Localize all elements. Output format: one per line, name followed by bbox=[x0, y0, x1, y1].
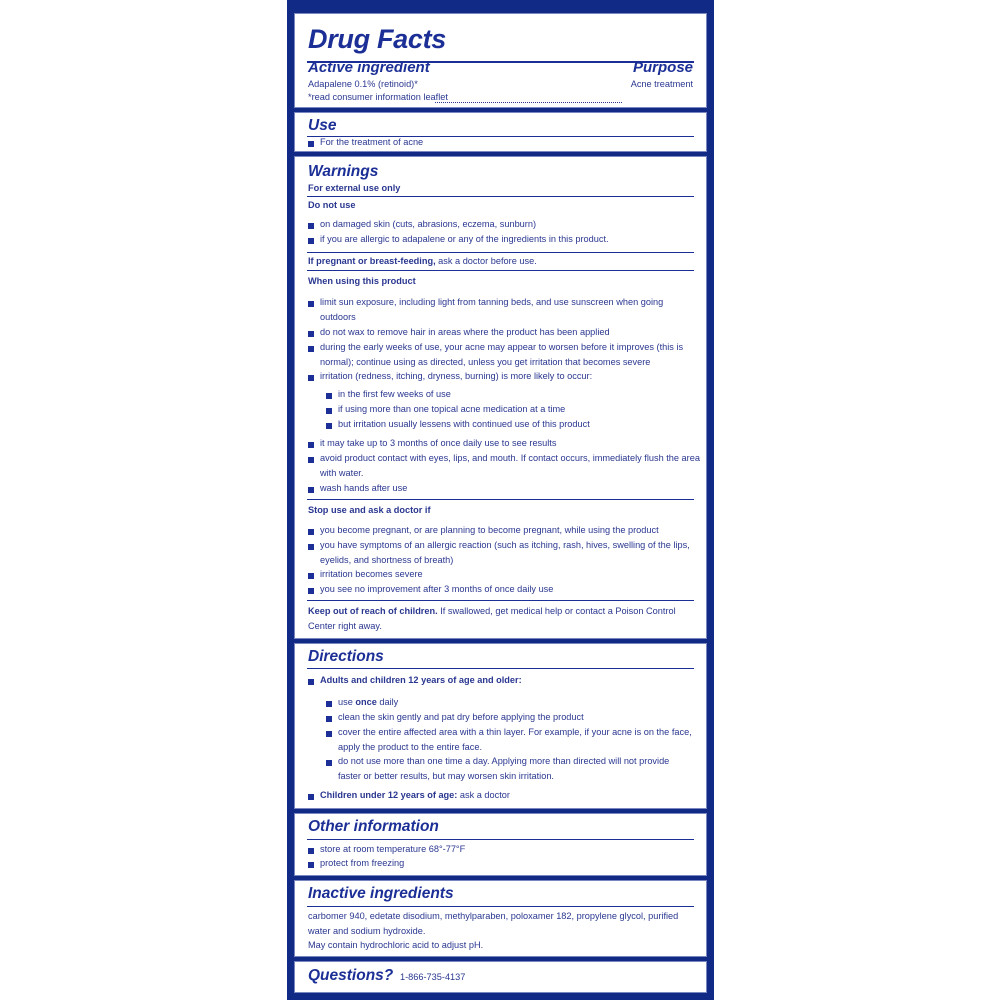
inactive-ingredients-panel bbox=[294, 880, 707, 957]
purpose-text: Acne treatment bbox=[631, 77, 693, 92]
drug-facts-label bbox=[287, 0, 714, 1000]
when-using-item: avoid product contact with eyes, lips, and mouth. If contact occurs, immediately flush the area with water. bbox=[320, 453, 700, 478]
bullet-icon bbox=[308, 529, 314, 535]
bullet-icon bbox=[308, 573, 314, 579]
bullet-icon bbox=[308, 141, 314, 147]
use-panel bbox=[294, 112, 707, 152]
adult-direction-item bbox=[338, 695, 398, 710]
when-using-sub-item: but irritation usually lessens with continued use of this product bbox=[338, 419, 590, 429]
use-item: For the treatment of acne bbox=[320, 137, 424, 147]
when-using-item: do not wax to remove hair in areas where the product has been applied bbox=[320, 327, 610, 337]
stop-use-item: you have symptoms of an allergic reaction (such as itching, rash, hives, swelling of the lips, eyelids, and shortness of breath) bbox=[320, 540, 690, 565]
bullet-icon bbox=[308, 331, 314, 337]
children-direction bbox=[320, 788, 510, 803]
other-information-item: store at room temperature 68°-77°F bbox=[320, 844, 466, 854]
divider bbox=[307, 252, 694, 253]
questions-phone: 1-866-735-4137 bbox=[400, 972, 466, 982]
when-using-item: limit sun exposure, including light from tanning beds, and use sunscreen when going outdoors bbox=[320, 297, 664, 322]
questions-heading: Questions? bbox=[308, 967, 394, 984]
questions-panel bbox=[294, 961, 707, 993]
bullet-icon bbox=[308, 544, 314, 550]
bullet-icon bbox=[308, 442, 314, 448]
when-using-item: irritation (redness, itching, dryness, burning) is more likely to occur: bbox=[320, 371, 593, 381]
keep-out-bold: Keep out of reach of children. bbox=[308, 606, 438, 616]
sub-bullet-icon bbox=[326, 760, 332, 766]
bullet-icon bbox=[308, 679, 314, 685]
divider bbox=[307, 270, 694, 271]
stop-use-item: irritation becomes severe bbox=[320, 569, 423, 579]
divider bbox=[307, 499, 694, 500]
divider bbox=[307, 839, 694, 840]
inactive-ingredients-heading: Inactive ingredients bbox=[308, 885, 454, 902]
children-rest: ask a doctor bbox=[457, 790, 510, 800]
stop-use-item: you become pregnant, or are planning to become pregnant, while using the product bbox=[320, 525, 659, 535]
sub-bullet-icon bbox=[326, 393, 332, 399]
other-information-item: protect from freezing bbox=[320, 858, 405, 868]
warnings-heading: Warnings bbox=[308, 163, 379, 180]
bullet-icon bbox=[308, 223, 314, 229]
when-using-heading: When using this product bbox=[308, 276, 416, 286]
pregnancy-rest: ask a doctor before use. bbox=[435, 256, 537, 266]
adults-heading: Adults and children 12 years of age and older: bbox=[320, 675, 522, 685]
bullet-icon bbox=[308, 794, 314, 800]
adult-direction-item: do not use more than one time a day. Applying more than directed will not provide faster or better results, but may worsen skin irritation. bbox=[338, 756, 670, 781]
bullet-icon bbox=[308, 862, 314, 868]
external-use-text: For external use only bbox=[308, 183, 401, 193]
when-using-item: it may take up to 3 months of once daily use to see results bbox=[320, 438, 557, 448]
bullet-icon bbox=[308, 238, 314, 244]
bullet-icon bbox=[308, 588, 314, 594]
do-not-use-item: on damaged skin (cuts, abrasions, eczema, sunburn) bbox=[320, 219, 537, 229]
stop-use-item: you see no improvement after 3 months of once daily use bbox=[320, 584, 554, 594]
do-not-use-item: if you are allergic to adapalene or any of the ingredients in this product. bbox=[320, 234, 609, 244]
bullet-icon bbox=[308, 457, 314, 463]
other-information-heading: Other information bbox=[308, 818, 439, 835]
when-using-sub-item: if using more than one topical acne medication at a time bbox=[338, 404, 566, 414]
bullet-icon bbox=[308, 848, 314, 854]
keep-out-of-reach bbox=[308, 604, 698, 633]
purpose-heading: Purpose bbox=[632, 59, 693, 76]
divider bbox=[307, 668, 694, 669]
sub-bullet-icon bbox=[326, 716, 332, 722]
pregnancy-bold: If pregnant or breast-feeding, bbox=[308, 256, 436, 266]
when-using-item: during the early weeks of use, your acne may appear to worsen before it improves (this is normal); continue using as directed, unless you get irritation that becomes severe bbox=[320, 342, 684, 367]
adult-direction-post: daily bbox=[376, 697, 399, 707]
divider bbox=[307, 196, 694, 197]
sub-bullet-icon bbox=[326, 701, 332, 707]
sub-bullet-icon bbox=[326, 408, 332, 414]
bullet-icon bbox=[308, 346, 314, 352]
when-using-item: wash hands after use bbox=[320, 483, 408, 493]
adult-direction-pre: use bbox=[338, 697, 356, 707]
drug-facts-title: Drug Facts bbox=[308, 24, 447, 54]
pregnancy-warning bbox=[308, 254, 537, 269]
inactive-ingredients-note: May contain hydrochloric acid to adjust pH. bbox=[308, 940, 484, 950]
stop-use-heading: Stop use and ask a doctor if bbox=[308, 505, 431, 515]
children-bold: Children under 12 years of age: bbox=[320, 790, 458, 800]
leader-dots bbox=[435, 95, 622, 103]
inactive-ingredients-text: carbomer 940, edetate disodium, methylparaben, poloxamer 182, propylene glycol, purified water and sodium hydroxide. bbox=[308, 911, 679, 936]
directions-heading: Directions bbox=[308, 648, 384, 665]
bullet-icon bbox=[308, 301, 314, 307]
when-using-sub-item: in the first few weeks of use bbox=[338, 389, 451, 399]
bullet-icon bbox=[308, 375, 314, 381]
adult-direction-item: clean the skin gently and pat dry before applying the product bbox=[338, 712, 584, 722]
do-not-use-heading: Do not use bbox=[308, 200, 356, 210]
directions-panel bbox=[294, 643, 707, 809]
active-ingredient-name: Adapalene 0.1% (retinoid)* bbox=[308, 77, 420, 92]
use-heading: Use bbox=[308, 117, 337, 134]
divider bbox=[307, 906, 694, 907]
warnings-panel bbox=[294, 156, 707, 639]
divider bbox=[307, 600, 694, 601]
active-ingredient-panel bbox=[294, 13, 707, 108]
sub-bullet-icon bbox=[326, 423, 332, 429]
keep-out-rest: If swallowed, get medical help or contact a Poison Control Center right away. bbox=[308, 606, 676, 631]
active-ingredient-heading: Active ingredient bbox=[308, 59, 430, 76]
other-information-panel bbox=[294, 813, 707, 876]
adult-direction-item: cover the entire affected area with a thin layer. For example, if your acne is on the face, apply the product to the entire face. bbox=[338, 727, 692, 752]
bullet-icon bbox=[308, 487, 314, 493]
active-footnote: *read consumer information leaflet bbox=[308, 92, 448, 102]
sub-bullet-icon bbox=[326, 731, 332, 737]
adult-direction-bold: once bbox=[355, 697, 377, 707]
